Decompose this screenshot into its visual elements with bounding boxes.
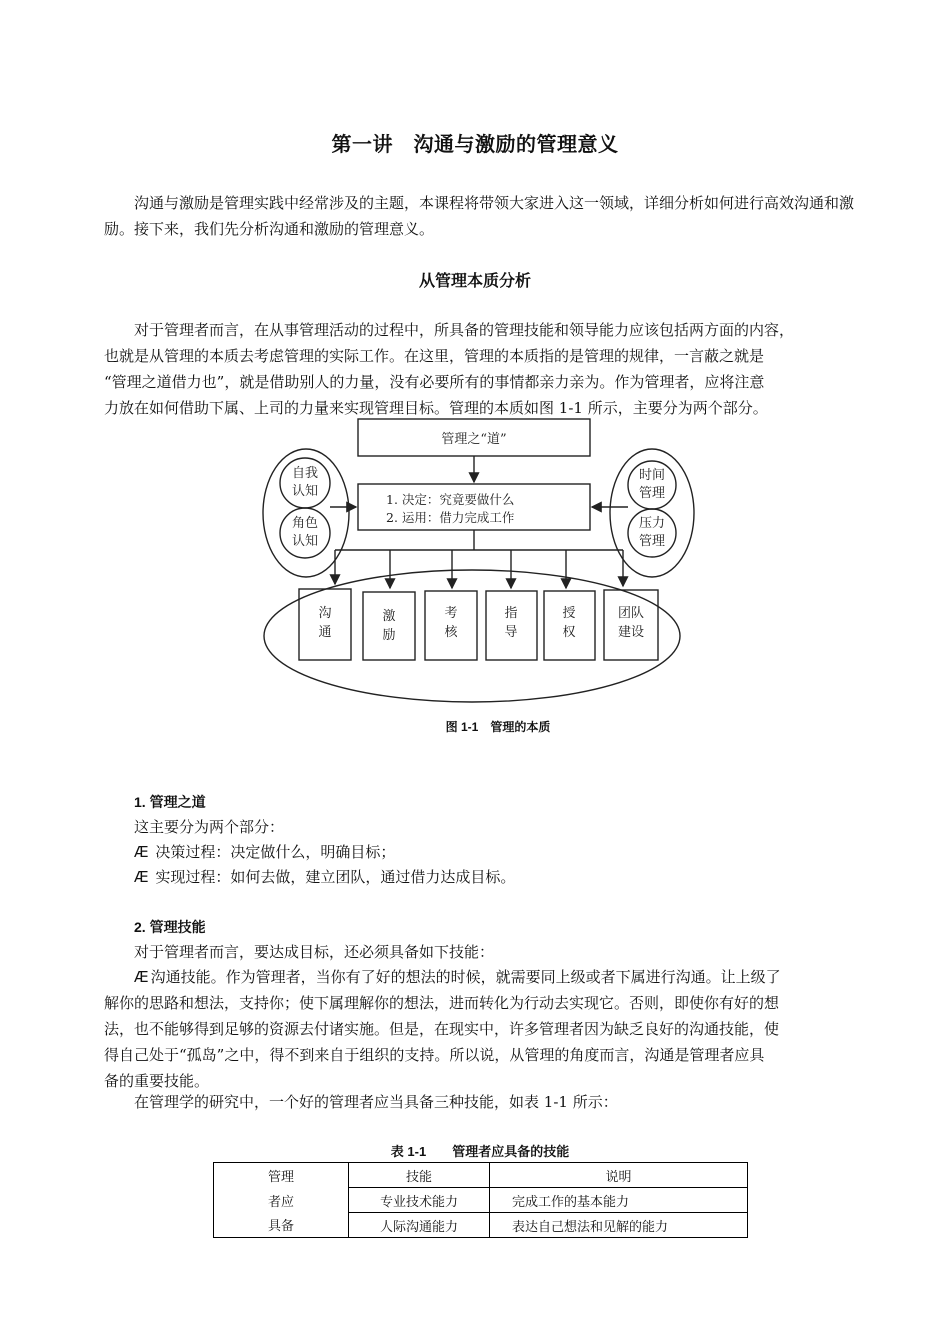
bullet-symbol: Æ: [134, 968, 149, 986]
section-1-title: 1. 管理之道: [134, 794, 206, 810]
essence-line-1: 对于管理者而言，在从事管理活动的过程中，所具备的管理技能和领导能力应该包括两方面的内容，: [134, 321, 795, 339]
communication-line-4: 得自己处于“孤岛”之中，得不到来自于组织的支持。所以说，从管理的角度而言，沟通是管理者应具: [104, 1046, 765, 1064]
section-1-bullet-2: [134, 865, 515, 890]
section-1-bullet-1: [134, 840, 395, 865]
bullet-text: 决策过程：决定做什么，明确目标；: [155, 843, 396, 861]
center-line-1: 1. 决定：究竟要做什么: [386, 492, 515, 507]
table-header-row: [214, 1163, 748, 1188]
essence-paragraph: [104, 317, 864, 421]
box-assessment-line-2: 核: [444, 625, 458, 640]
box-motivation-line-1: 激: [382, 609, 396, 624]
box-communication-line-2: 通: [318, 625, 332, 640]
box-guidance-line-1: 指: [504, 606, 518, 621]
right-circle-1-line-2: 管理: [638, 486, 666, 501]
box-motivation: [363, 592, 415, 660]
box-delegation-line-2: 权: [562, 625, 576, 640]
table-caption: 表 1-1 管理者应具备的技能: [390, 1144, 570, 1159]
skill-cell: 专业技术能力: [349, 1188, 490, 1213]
left-circle-2-line-1: 角色: [291, 516, 319, 531]
box-motivation-line-2: 励: [382, 628, 396, 643]
figure-caption: 图 1-1 管理的本质: [445, 720, 551, 734]
communication-line-1: [104, 964, 864, 990]
header-skill: 技能: [349, 1163, 490, 1188]
section-heading: 从管理本质分析: [418, 271, 531, 290]
section-1-intro: 这主要分为两个部分：: [134, 818, 285, 836]
right-circle-1-line-1: 时间: [638, 468, 666, 483]
table-row: [214, 1213, 748, 1238]
left-circle-2-line-2: 认知: [291, 534, 319, 549]
center-line-2: 2. 运用：借力完成工作: [386, 510, 515, 525]
box-communication-line-1: 沟: [318, 606, 332, 621]
management-essence-diagram: [258, 414, 698, 714]
right-circle-2-line-2: 管理: [638, 534, 666, 549]
right-circle-2-line-1: 压力: [638, 516, 666, 531]
box-guidance-line-2: 导: [504, 625, 518, 640]
box-team-building-line-2: 建设: [617, 625, 645, 640]
skill-cell: 人际沟通能力: [349, 1213, 490, 1238]
bullet-text: 沟通技能。作为管理者，当你有了好的想法的时候，就需要同上级或者下属进行沟通。让上级了: [150, 968, 781, 986]
box-team-building-line-1: 团队: [617, 606, 645, 621]
box-assessment-line-1: 考: [444, 606, 458, 621]
section-2-title: 2. 管理技能: [134, 919, 206, 935]
communication-skill-paragraph: [104, 964, 864, 1094]
table-row: [214, 1188, 748, 1213]
communication-line-2: 解你的思路和想法，支持你；使下属理解你的想法，进而转化为行动去实现它。否则，即使你有好的想: [104, 994, 780, 1012]
description-cell: 表达自己想法和见解的能力: [490, 1213, 748, 1238]
communication-line-5: 备的重要技能。: [104, 1072, 210, 1090]
section-2-intro: 对于管理者而言，要达成目标，还必须具备如下技能：: [134, 943, 495, 961]
row-label-cell: 具备: [214, 1213, 349, 1238]
bullet-symbol: Æ: [134, 843, 149, 861]
essence-line-3: “管理之道借力也”，就是借助别人的力量，没有必要所有的事情都亲力亲为。作为管理者，应将注意: [104, 373, 765, 391]
table-intro: 在管理学的研究中，一个好的管理者应当具备三种技能，如表 1-1 所示：: [134, 1093, 618, 1111]
communication-line-3: 法，也不能够得到足够的资源去付诸实施。但是，在现实中，许多管理者因为缺乏良好的沟通技能，使: [104, 1020, 780, 1038]
essence-line-2: 也就是从管理的本质去考虑管理的实际工作。在这里，管理的本质指的是管理的规律，一言蔽之就是: [104, 347, 765, 365]
top-box-label: 管理之“道”: [441, 432, 507, 447]
page-title: 第一讲 沟通与激励的管理意义: [331, 132, 619, 156]
left-circle-1-line-1: 自我: [291, 466, 319, 481]
row-label-cell: 者应: [214, 1188, 349, 1213]
essence-line-4: 力放在如何借助下属、上司的力量来实现管理目标。管理的本质如图 1-1 所示，主要分为两个部分。: [104, 399, 768, 417]
intro-paragraph: 沟通与激励是管理实践中经常涉及的主题，本课程将带领大家进入这一领域，详细分析如何进行高效沟通和激励。接下来，我们先分析沟通和激励的管理意义。: [104, 194, 855, 238]
skills-table: [213, 1162, 748, 1238]
row-label-cell: 管理: [214, 1163, 349, 1188]
bullet-symbol: Æ: [134, 868, 149, 886]
left-circle-1-line-2: 认知: [291, 484, 319, 499]
description-cell: 完成工作的基本能力: [490, 1188, 748, 1213]
header-description: 说明: [490, 1163, 748, 1188]
box-delegation-line-1: 授: [562, 606, 576, 621]
bullet-text: 实现过程：如何去做，建立团队，通过借力达成目标。: [155, 868, 516, 886]
